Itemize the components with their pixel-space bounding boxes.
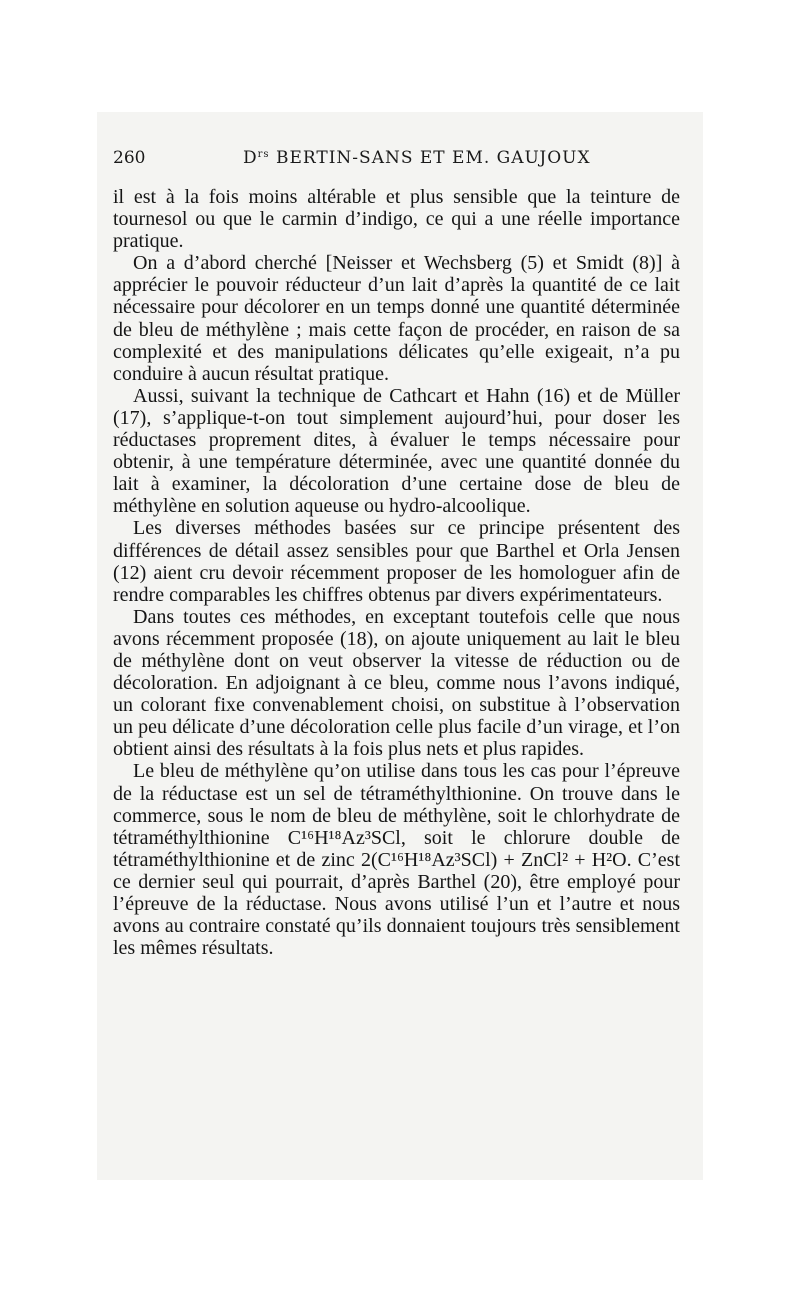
paragraph: Dans toutes ces méthodes, en exceptant toutefois celle que nous avons récemment proposée (18), on ajoute uniquement au lait le bleu de méthylène dont on veut observer la vitesse de réduction ou de décoloration. En adjoignant à ce bleu, comme nous l’avons indiqué, un colorant fixe convenablement choisi, on substitue à l’observation un peu délicate d’une décoloration celle plus facile d’un virage, et l’on obtient ainsi des résultats à la fois plus nets et plus rapides. (113, 605, 680, 761)
running-title-sup: rs (257, 149, 270, 160)
paragraph: il est à la fois moins altérable et plus sensible que la teinture de tournesol ou que le carmin d’indigo, ce qui a une réelle importance pratique. (113, 186, 680, 253)
running-title (243, 148, 591, 168)
page-number: 260 (113, 148, 146, 168)
paragraph: Aussi, suivant la technique de Cathcart et Hahn (16) et de Müller (17), s’applique-t-on tout simplement aujourd’hui, pour doser les réductases proprement dites, à évaluer le temps nécessaire pour obtenir, à une température déterminée, avec une quantité donnée du lait à examiner, la décoloration d’une certaine dose de bleu de méthylène en solution aqueuse ou hydro-alcoolique. (113, 384, 680, 518)
paragraph: Les diverses méthodes basées sur ce principe présentent des différences de détail assez sensibles pour que Barthel et Orla Jensen (12) aient cru devoir récemment proposer de les homologuer afin de rendre comparables les chiffres obtenus par divers expérimentateurs. (113, 517, 680, 606)
running-title-prefix: D (243, 148, 258, 168)
paragraph: Le bleu de méthylène qu’on utilise dans tous les cas pour l’épreuve de la réductase est un sel de tétraméthylthionine. On trouve dans le commerce, sous le nom de bleu de méthylène, soit le chlorhydrate de tétraméthylthionine C¹⁶H¹⁸Az³SCl, soit le chlorure double de tétraméthylthionine et de zinc 2(C¹⁶H¹⁸Az³SCl) + ZnCl² + H²O. C’est ce dernier seul qui pourrait, d’après Barthel (20), être employé pour l’épreuve de la réductase. Nous avons utilisé l’un et l’autre et nous avons au contraire constaté qu’ils donnaient toujours très sensiblement les mêmes résultats. (113, 760, 680, 960)
body-text (113, 186, 680, 959)
running-title-authors: BERTIN-SANS ET EM. GAUJOUX (269, 148, 591, 168)
paragraph: On a d’abord cherché [Neisser et Wechsberg (5) et Smidt (8)] à apprécier le pouvoir réducteur d’un lait d’après la quantité de ce lait nécessaire pour décolorer en un temps donné une quantité déterminée de bleu de méthylène ; mais cette façon de procéder, en raison de sa complexité et des manipulations délicates qu’elle exigeait, n’a pu conduire à aucun résultat pratique. (113, 252, 680, 385)
running-header (113, 148, 680, 172)
